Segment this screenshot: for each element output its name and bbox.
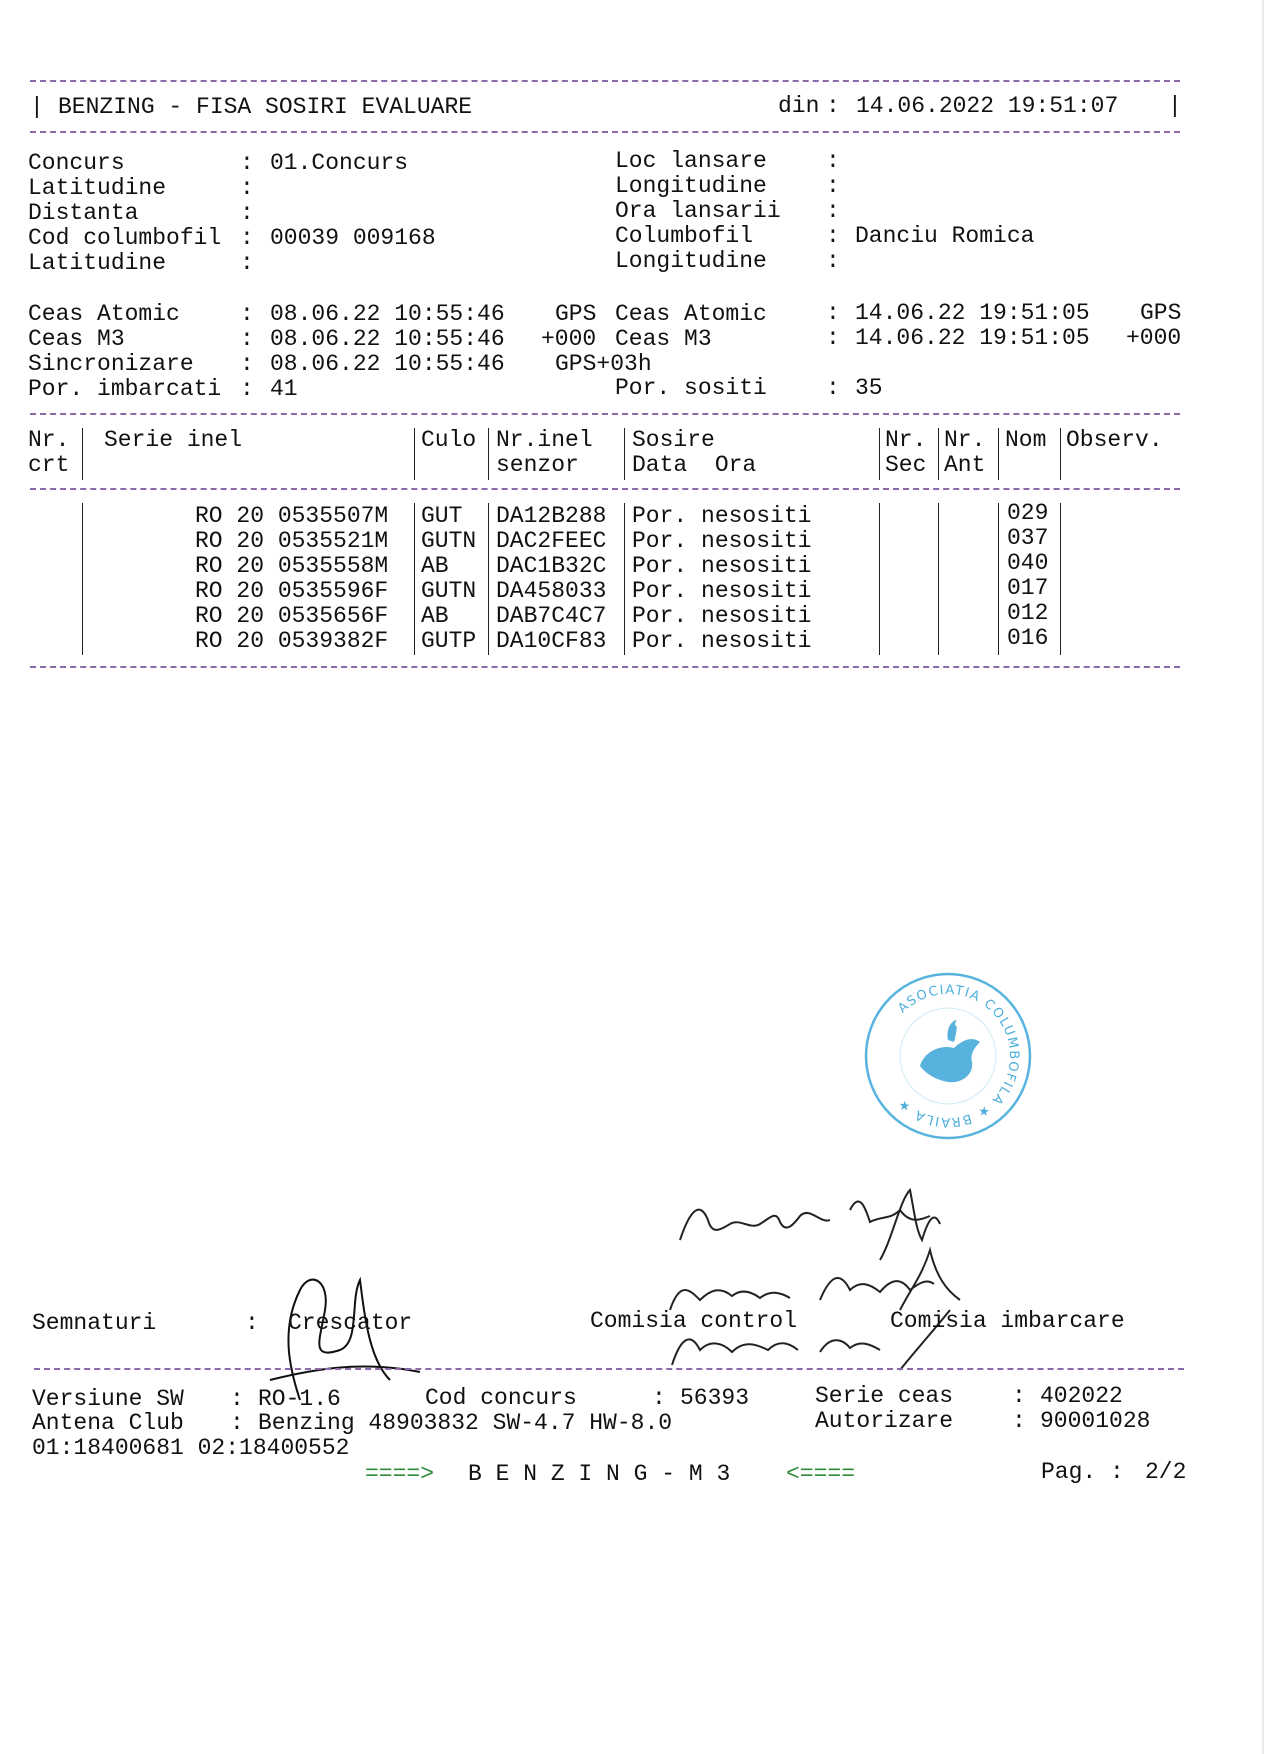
info-label: Distanta xyxy=(28,200,139,226)
autorizare-label: Autorizare xyxy=(815,1408,954,1434)
clock-label: Por. sositi xyxy=(615,375,767,401)
nom-number: 029 xyxy=(1007,500,1049,526)
sensor-ring: DAC2FEEC xyxy=(496,528,607,554)
document-page: | BENZING - FISA SOSIRI EVALUARE din : 14.06.2022 19:51:07 | Concurs : 01.Concurs Latitudine : Distanta : Cod columbofil : 00039 009168 Latitudine : Loc lansare : Longitudine : Ora lansarii : Columbofil : Danciu Romica Longitudine : Ceas Atomic : 08.06.22 10:55:46 GPS Ceas M3 : 08.06.22 10:55:46 +000 Sincronizare : 08.06.22 10:55:46 GPS+03h Por. imbarcati : 41 Ceas Atomic : 14.06.22 19:51:05 GPS Ceas M3 : 14.06.22 19:51:05 +000 Por. sositi : 35 Nr. crt Serie inel Culo Nr.inel senzor Sosire Data Ora Nr. Sec Nr. Ant Nom Observ. RO 20 0535507M GUT DA12B288 Por. nesositi 029 RO 20 0535521M GUTN DAC2FEEC Por. nesositi 037 RO 20 0535558M AB DAC1B32C Por. nesositi 040 RO 20 0535596F GUTN DA458033 Por. nesositi 017 RO 20 0535656F AB DAB7C4C7 Por. nesositi 012 RO 20 0539382F GUTP DA10CF83 Por. nesositi 016 ASOCIATIA COLUMBOFILA ★ BRAILA ★ Semnaturi : Crescator Comisia control Comisia imbarcare Versiune SW : RO-1.6 Cod concurs : 56393 Serie ceas : 402022 Antena Club : Benzing 48903832 SW-4.7 HW-8.0 Autorizare : 90001028 01:18400681 02:18400552 ====> B E N Z I N G - M 3 <==== Pag. : 2/2 xyxy=(0,0,1276,1754)
clock-value: 14.06.22 19:51:05 xyxy=(855,300,1090,326)
divider xyxy=(30,80,1180,82)
comisia-control-label: Comisia control xyxy=(590,1308,798,1334)
info-value: Danciu Romica xyxy=(855,223,1035,249)
arrival-status: Por. nesositi xyxy=(632,603,812,629)
clock-value: 08.06.22 10:55:46 xyxy=(270,301,505,327)
svg-text:ASOCIATIA COLUMBOFILA ★ BRAILA: ASOCIATIA COLUMBOFILA ★ BRAILA ★ xyxy=(894,982,1022,1130)
col-header-culo: Culo xyxy=(421,427,477,453)
info-label: Latitudine xyxy=(28,250,167,276)
cod-concurs-value: 56393 xyxy=(680,1385,750,1411)
antena-label: Antena Club xyxy=(32,1410,184,1436)
info-label: Ora lansarii xyxy=(615,198,781,224)
arrival-status: Por. nesositi xyxy=(632,528,812,554)
clock-value: 08.06.22 10:55:46 xyxy=(270,326,505,352)
nom-number: 016 xyxy=(1007,625,1049,651)
ring-series: RO 20 0539382F xyxy=(195,628,389,654)
commission-signatures xyxy=(660,1180,1260,1380)
banner-arrow-left: ====> xyxy=(365,1461,435,1487)
pigeon-icon xyxy=(920,1020,980,1082)
sensor-ring: DA12B288 xyxy=(496,503,607,529)
versiune-value: RO-1.6 xyxy=(258,1386,341,1412)
divider xyxy=(30,131,1180,133)
info-label: Concurs xyxy=(28,150,125,176)
col-header-sosire: Sosire xyxy=(632,427,715,453)
col-header-ant: Nr. xyxy=(944,427,986,453)
crescator-label: Crescator xyxy=(288,1310,413,1336)
sensor-ring: DAB7C4C7 xyxy=(496,603,607,629)
clock-suffix: +000 xyxy=(541,326,597,352)
date-value: 14.06.2022 19:51:07 xyxy=(856,93,1119,119)
clock-suffix: GPS xyxy=(1140,300,1182,326)
arrival-status: Por. nesositi xyxy=(632,628,812,654)
divider xyxy=(30,666,1180,668)
date-label: din xyxy=(778,93,820,119)
info-value: 00039 009168 xyxy=(270,225,436,251)
col-header-nr: Nr. xyxy=(28,427,70,453)
comisia-imbarcare-label: Comisia imbarcare xyxy=(890,1308,1125,1334)
clock-label: Sincronizare xyxy=(28,351,194,377)
col-header-senzor-2: senzor xyxy=(496,452,579,478)
ring-series: RO 20 0535596F xyxy=(195,578,389,604)
color-code: GUTN xyxy=(421,528,477,554)
sensor-ring: DAC1B32C xyxy=(496,553,607,579)
header-right-bar: | xyxy=(1168,93,1182,119)
col-header-ant-2: Ant xyxy=(944,452,986,478)
serie-ceas-value: 402022 xyxy=(1040,1383,1123,1409)
clock-label: Ceas Atomic xyxy=(615,301,767,327)
page-number: 2/2 xyxy=(1145,1459,1187,1485)
clock-label: Ceas Atomic xyxy=(28,301,180,327)
clock-label: Ceas M3 xyxy=(615,326,712,352)
header-left-bar: | xyxy=(30,94,44,120)
scan-edge xyxy=(1262,0,1264,1754)
association-stamp xyxy=(862,970,1034,1142)
clock-label: Ceas M3 xyxy=(28,326,125,352)
info-label: Columbofil xyxy=(615,223,754,249)
clock-suffix: GPS xyxy=(555,301,597,327)
ring-series: RO 20 0535521M xyxy=(195,528,389,554)
divider xyxy=(30,488,1180,490)
autorizare-value: 90001028 xyxy=(1040,1408,1151,1434)
info-label: Cod columbofil xyxy=(28,225,222,251)
ring-series: RO 20 0535558M xyxy=(195,553,389,579)
col-header-sec: Nr. xyxy=(885,427,927,453)
clock-suffix: GPS+03h xyxy=(555,351,652,377)
color-code: AB xyxy=(421,603,449,629)
antena-value: Benzing 48903832 SW-4.7 HW-8.0 xyxy=(258,1410,673,1436)
color-code: AB xyxy=(421,553,449,579)
arrival-status: Por. nesositi xyxy=(632,553,812,579)
antenna-codes: 01:18400681 02:18400552 xyxy=(32,1435,350,1461)
nom-number: 037 xyxy=(1007,525,1049,551)
info-label: Longitudine xyxy=(615,173,767,199)
color-code: GUT xyxy=(421,503,463,529)
divider xyxy=(34,1368,1184,1370)
banner-arrow-right: <==== xyxy=(786,1461,856,1487)
serie-ceas-label: Serie ceas xyxy=(815,1383,954,1409)
col-header-crt: crt xyxy=(28,452,70,478)
clock-label: Por. imbarcati xyxy=(28,376,222,402)
clock-value: 41 xyxy=(270,376,298,402)
color-code: GUTN xyxy=(421,578,477,604)
col-header-data-ora: Data Ora xyxy=(632,452,757,478)
ring-series: RO 20 0535656F xyxy=(195,603,389,629)
nom-number: 017 xyxy=(1007,575,1049,601)
ring-series: RO 20 0535507M xyxy=(195,503,389,529)
col-header-sec-2: Sec xyxy=(885,452,927,478)
clock-value: 35 xyxy=(855,375,883,401)
signatures-label: Semnaturi xyxy=(32,1310,157,1336)
versiune-label: Versiune SW xyxy=(32,1386,184,1412)
sensor-ring: DA458033 xyxy=(496,578,607,604)
page-label: Pag. : xyxy=(1041,1459,1124,1485)
cod-concurs-label: Cod concurs xyxy=(425,1385,577,1411)
clock-suffix: +000 xyxy=(1126,325,1182,351)
document-title: BENZING - FISA SOSIRI EVALUARE xyxy=(58,94,473,120)
info-value: 01.Concurs xyxy=(270,150,409,176)
col-header-serie: Serie inel xyxy=(104,427,243,453)
nom-number: 040 xyxy=(1007,550,1049,576)
col-header-senzor: Nr.inel xyxy=(496,427,593,453)
nom-number: 012 xyxy=(1007,600,1049,626)
info-label: Loc lansare xyxy=(615,148,767,174)
arrival-status: Por. nesositi xyxy=(632,578,812,604)
banner-text: B E N Z I N G - M 3 xyxy=(468,1461,731,1487)
clock-value: 14.06.22 19:51:05 xyxy=(855,325,1090,351)
col-header-observ: Observ. xyxy=(1066,427,1163,453)
clock-value: 08.06.22 10:55:46 xyxy=(270,351,505,377)
divider xyxy=(30,413,1180,415)
sensor-ring: DA10CF83 xyxy=(496,628,607,654)
arrival-status: Por. nesositi xyxy=(632,503,812,529)
info-label: Latitudine xyxy=(28,175,167,201)
color-code: GUTP xyxy=(421,628,477,654)
col-header-nom: Nom xyxy=(1005,427,1047,453)
info-label: Longitudine xyxy=(615,248,767,274)
